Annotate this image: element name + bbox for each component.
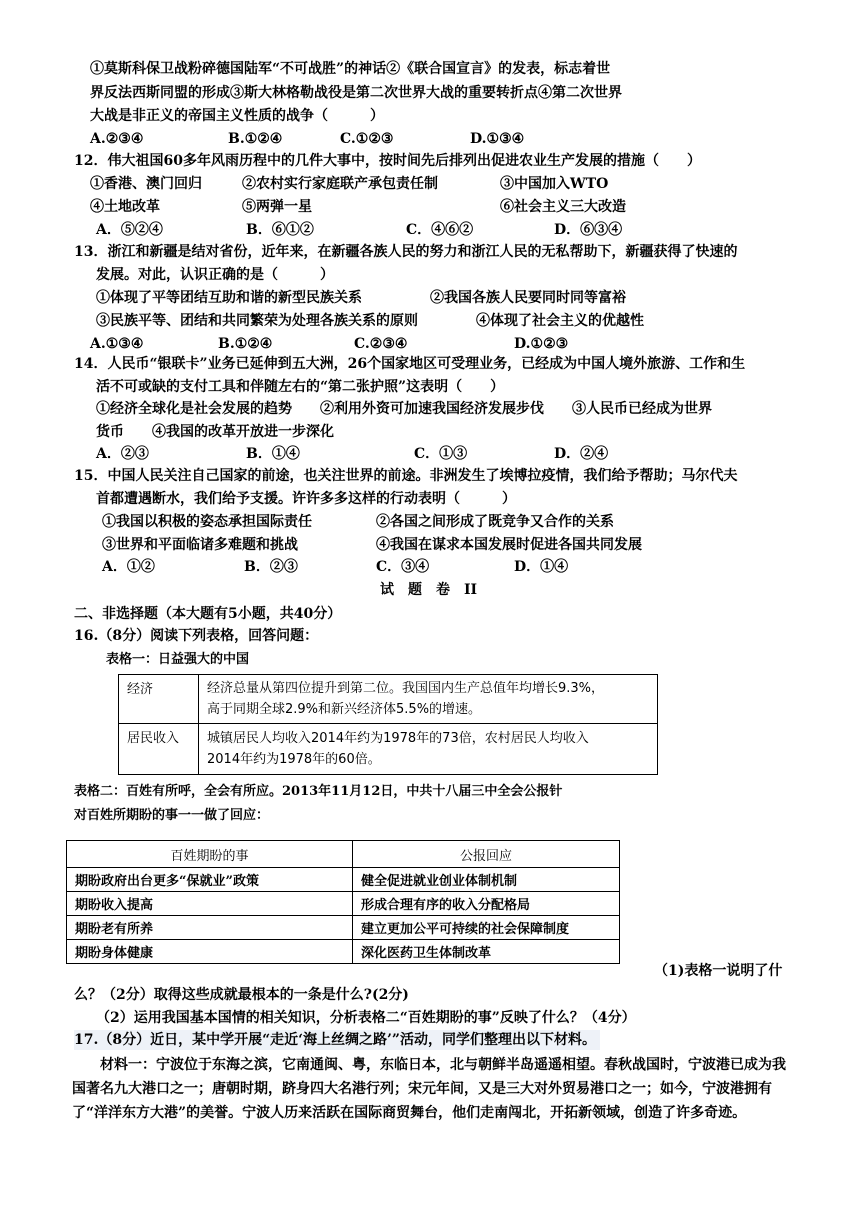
q13-item-1: ①体现了平等团结互助和谐的新型民族关系: [96, 290, 362, 306]
q16-sub1-part2: 么？（2分）取得这些成就最根本的一条是什么?(2分): [74, 987, 409, 1003]
q15-option-c: C．③④: [376, 559, 430, 575]
q15-stem-line1: 15．中国人民关注自己国家的前途，也关注世界的前途。非洲发生了埃博拉疫情，我们给予帮助；马尔代夫: [74, 468, 738, 484]
q15-stem-line2: 首都遭遇断水，我们给予支援。许许多多这样的行动表明（ ）: [96, 491, 516, 507]
table-header-cell: 百姓期盼的事: [67, 841, 353, 868]
table-cell: 期盼政府出台更多“保就业”政策: [67, 868, 353, 892]
q13-stem-line2: 发展。对此，认识正确的是（ ）: [96, 267, 334, 283]
q14-option-c: C．①③: [414, 446, 468, 462]
q15-option-a: A．①②: [102, 559, 155, 575]
table-cell: 期盼身体健康: [67, 940, 353, 964]
table1-caption: 表格一：日益强大的中国: [106, 652, 250, 667]
q13-option-d: D.①②③: [514, 336, 569, 352]
q11-option-a: A.②③④: [90, 131, 144, 147]
q11-line2: 界反法西斯同盟的形成③斯大林格勒战役是第二次世界大战的重要转折点④第二次世界: [90, 85, 622, 101]
q11-option-b: B.①②④: [228, 131, 283, 147]
cell-text-line: 经济总量从第四位提升到第二位。我国国内生产总值年均增长9.3%，: [207, 681, 605, 696]
cell-text-line: 2014年约为1978年的60倍。: [207, 752, 381, 767]
q16-sub1-part1: （1)表格一说明了什: [654, 963, 783, 979]
q14-option-a: A．②③: [96, 446, 149, 462]
q12-option-c: C．④⑥②: [406, 222, 474, 238]
q17-stem: 17.（8分）近日，某中学开展“走近‘海上丝绸之路’”活动，同学们整理出以下材料。: [74, 1030, 600, 1050]
table-public-expectations: [66, 840, 620, 964]
q12-item-2: ②农村实行家庭联产承包责任制: [242, 176, 438, 192]
q14-stem-line1: 14．人民币“银联卡”业务已延伸到五大洲，26个国家地区可受理业务，已经成为中国人境外旅游、工作和生: [74, 356, 746, 372]
q12-item-3: ③中国加入WTO: [500, 176, 609, 192]
q14-stem-line2: 活不可或缺的支付工具和伴随左右的“第二张护照”这表明（ ）: [96, 379, 505, 395]
q11-line3: 大战是非正义的帝国主义性质的战争（ ）: [90, 108, 384, 124]
table-header-row: [67, 841, 620, 868]
q13-option-a: A.①③④: [90, 336, 144, 352]
table-cell: 深化医药卫生体制改革: [353, 940, 620, 964]
q16-stem: 16.（8分）阅读下列表格，回答问题：: [74, 628, 319, 644]
q12-item-4: ④土地改革: [90, 199, 160, 215]
q12-item-1: ①香港、澳门回归: [90, 176, 202, 192]
q15-item-4: ④我国在谋求本国发展时促进各国共同发展: [376, 537, 642, 553]
q12-option-a: A．⑤②④: [96, 222, 163, 238]
table-header-cell: 公报回应: [353, 841, 620, 868]
q15-option-b: B．②③: [244, 559, 298, 575]
q13-item-4: ④体现了社会主义的优越性: [476, 313, 644, 329]
table-cell-label: 经济: [119, 675, 199, 724]
q12-stem: 12．伟大祖国60多年风雨历程中的几件大事中，按时间先后排列出促进农业生产发展的措施（ ）: [74, 153, 701, 169]
q14-option-d: D．②④: [554, 446, 609, 462]
q12-item-5: ⑤两弹一星: [242, 199, 312, 215]
q12-option-d: D．⑥③④: [554, 222, 623, 238]
table-row: [119, 724, 658, 775]
table2-caption-line1: 表格二：百姓有所呼，全会有所应。2013年11月12日，中共十八届三中全会公报针: [74, 784, 563, 799]
table-cell: 期盼收入提高: [67, 892, 353, 916]
q13-option-c: C.②③④: [354, 336, 408, 352]
table-row: [119, 675, 658, 724]
q11-line1: ①莫斯科保卫战粉碎德国陆军“不可战胜”的神话②《联合国宣言》的发表，标志着世: [90, 61, 611, 77]
table-cell-label: 居民收入: [119, 724, 199, 775]
q15-item-3: ③世界和平面临诸多难题和挑战: [102, 537, 298, 553]
table-row: [67, 868, 620, 892]
table-cell-text: [199, 675, 658, 724]
section-heading: 二、非选择题（本大题有5小题，共40分）: [74, 606, 342, 622]
q17-material-1: 材料一：宁波位于东海之滨，它南通闽、粤，东临日本，北与朝鲜半岛遥遥相望。春秋战国时，宁波港已成为我国著名九大港口之一；唐朝时期，跻身四大名港行列；宋元年间，又是三大对外贸易港口之一；如今，宁波港拥有了“洋洋东方大港”的美誉。宁波人历来活跃在国际商贸舞台，他们走南闯北，开拓新领域，创造了许多奇迹。: [72, 1057, 786, 1121]
q15-item-2: ②各国之间形成了既竞争又合作的关系: [376, 514, 614, 530]
table2-caption-line2: 对百姓所期盼的事一一做了回应：: [74, 808, 270, 823]
q13-item-2: ②我国各族人民要同时同等富裕: [430, 290, 626, 306]
table-row: [67, 916, 620, 940]
paper-ii-title: 试 题 卷 II: [380, 582, 478, 598]
q14-items-line2: 货币 ④我国的改革开放进一步深化: [96, 424, 334, 440]
cell-text-line: 高于同期全球2.9%和新兴经济体5.5%的增速。: [207, 702, 482, 717]
table-cell: 形成合理有序的收入分配格局: [353, 892, 620, 916]
table-row: [67, 892, 620, 916]
q13-item-3: ③民族平等、团结和共同繁荣为处理各族关系的原则: [96, 313, 418, 329]
q11-option-d: D.①③④: [470, 131, 525, 147]
q12-option-b: B．⑥①②: [246, 222, 314, 238]
q14-option-b: B．①④: [246, 446, 300, 462]
q13-stem-line1: 13．浙江和新疆是结对省份，近年来，在新疆各族人民的努力和浙江人民的无私帮助下，新疆获得了快速的: [74, 244, 738, 260]
table-cell: 健全促进就业创业体制机制: [353, 868, 620, 892]
q12-item-6: ⑥社会主义三大改造: [500, 199, 626, 215]
q11-option-c: C.①②③: [340, 131, 394, 147]
cell-text-line: 城镇居民人均收入2014年约为1978年的73倍，农村居民人均收入: [207, 731, 589, 746]
table-row: [67, 940, 620, 964]
q14-items-line1: ①经济全球化是社会发展的趋势 ②利用外资可加速我国经济发展步伐 ③人民币已经成为世界: [96, 401, 712, 417]
q15-item-1: ①我国以积极的姿态承担国际责任: [102, 514, 312, 530]
table-cell: 建立更加公平可持续的社会保障制度: [353, 916, 620, 940]
q13-option-b: B.①②④: [218, 336, 273, 352]
q15-option-d: D．①④: [514, 559, 569, 575]
table-cell: 期盼老有所养: [67, 916, 353, 940]
q16-sub2: （2）运用我国基本国情的相关知识，分析表格二“百姓期盼的事”反映了什么？（4分）: [96, 1010, 636, 1026]
table-cell-text: [199, 724, 658, 775]
table-strong-china: [118, 674, 658, 775]
